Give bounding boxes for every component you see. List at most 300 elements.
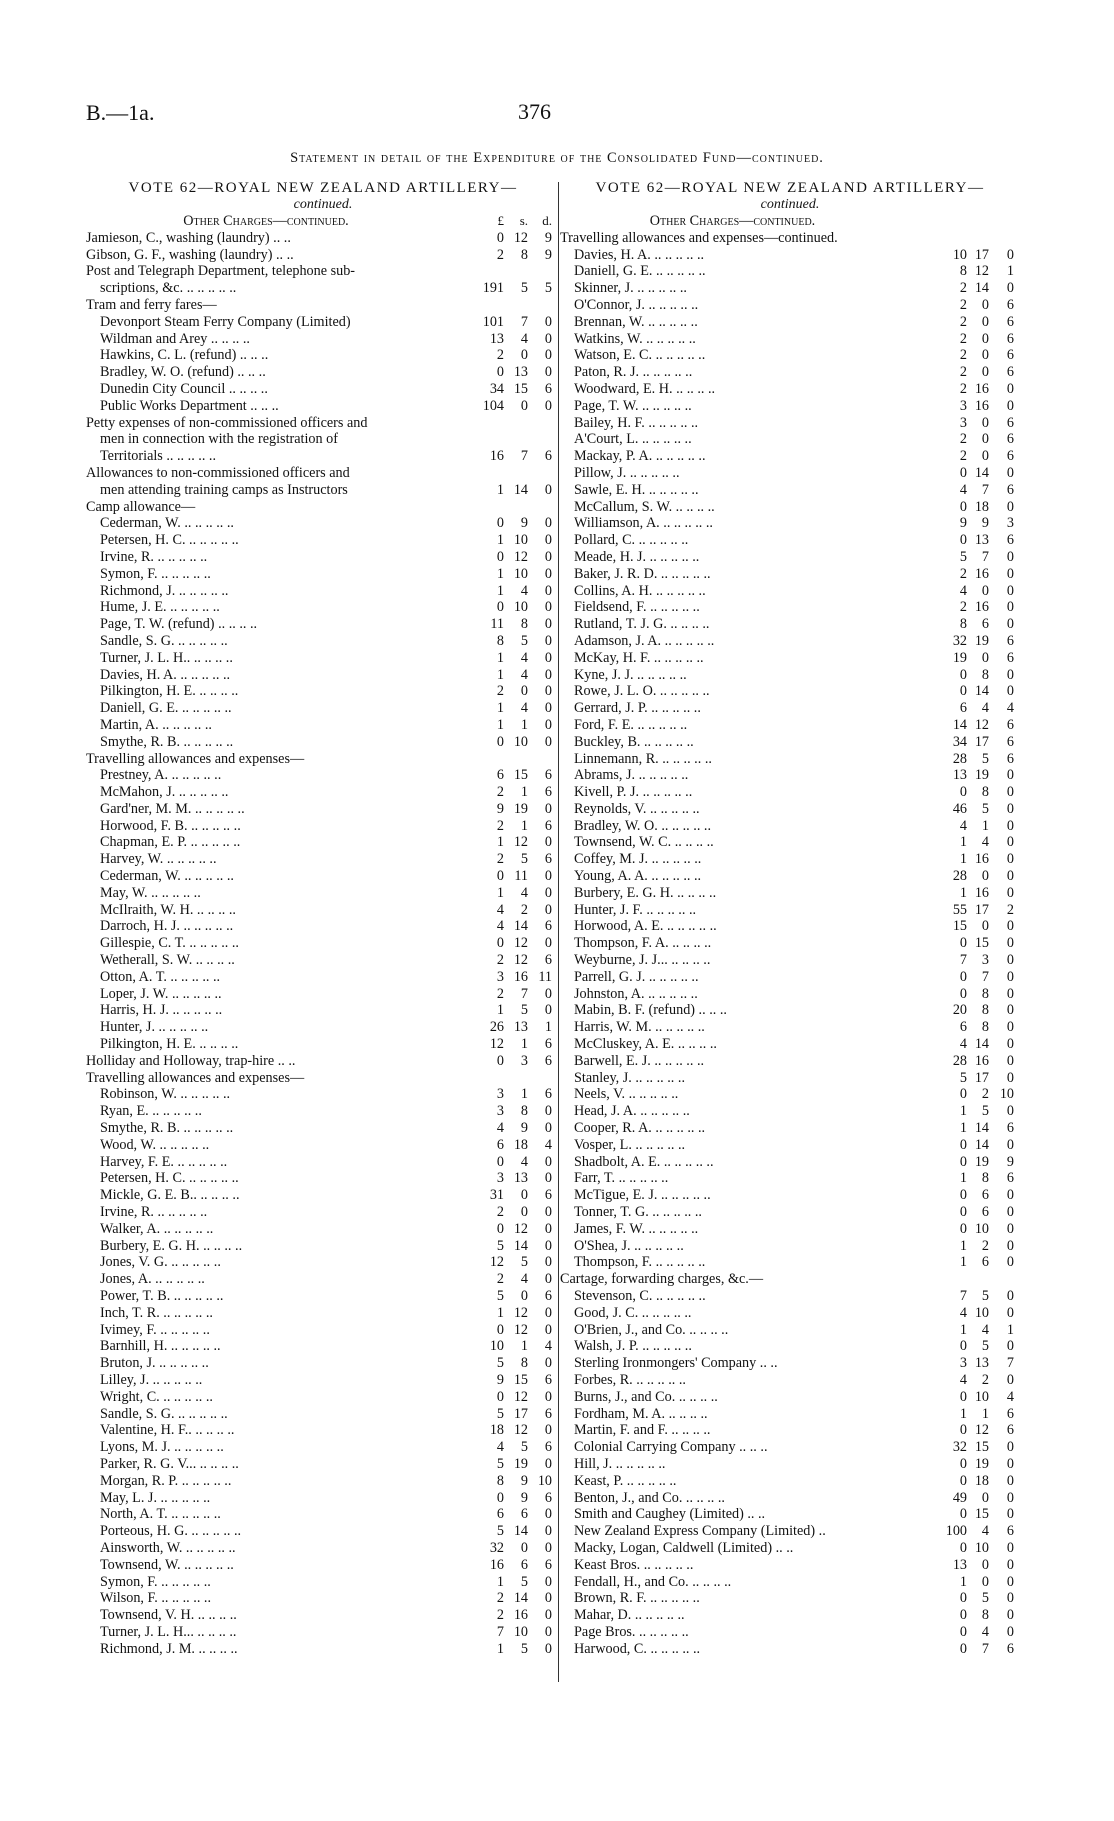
table-row	[560, 1389, 1020, 1406]
shillings-value: 12	[513, 1422, 528, 1439]
entry-label: Devonport Steam Ferry Company (Limited)	[100, 313, 351, 330]
entry-label: Parrell, G. J. .. .. .. .. ..	[574, 968, 699, 985]
entry-label: Petersen, H. C. .. .. .. .. ..	[100, 532, 239, 549]
shillings-value: 1	[520, 1036, 528, 1053]
pounds-value: 0	[959, 1136, 967, 1153]
pence-value: 0	[544, 868, 552, 885]
shillings-value: 1	[520, 1338, 528, 1355]
entry-label: Lyons, M. J. .. .. .. .. ..	[100, 1439, 224, 1456]
table-row	[86, 247, 560, 264]
table-row	[560, 431, 1020, 448]
pence-value: 6	[1006, 1405, 1014, 1422]
pence-value: 0	[1006, 1506, 1014, 1523]
pounds-value: 1	[959, 1120, 967, 1137]
shillings-value: 7	[981, 548, 989, 565]
shillings-value: 0	[520, 1204, 528, 1221]
shillings-value: 10	[513, 565, 528, 582]
entry-label: Shadbolt, A. E. .. .. .. .. ..	[574, 1153, 714, 1170]
pence-value: 0	[1006, 1136, 1014, 1153]
entry-label: Ford, F. E. .. .. .. .. ..	[574, 716, 688, 733]
pounds-value: 2	[496, 1590, 504, 1607]
entry-label: Harvey, F. E. .. .. .. .. ..	[100, 1153, 228, 1170]
table-row	[86, 616, 560, 633]
pounds-value: 11	[490, 616, 504, 633]
pounds-value: 0	[959, 1086, 967, 1103]
pence-value: 0	[544, 1455, 552, 1472]
pence-value: 0	[1006, 1254, 1014, 1271]
pence-value: 0	[1006, 868, 1014, 885]
pence-value: 0	[1006, 1607, 1014, 1624]
pounds-value: 3	[959, 1355, 967, 1372]
entry-label: Smythe, R. B. .. .. .. .. ..	[100, 1120, 234, 1137]
pence-value: 0	[544, 683, 552, 700]
pounds-value: 32	[952, 632, 967, 649]
entry-label: men in connection with the registration of	[100, 431, 338, 448]
pounds-value: 31	[489, 1187, 504, 1204]
table-row	[86, 918, 560, 935]
pounds-value: 101	[482, 313, 504, 330]
pounds-value: 34	[952, 733, 967, 750]
pence-value: 0	[544, 1271, 552, 1288]
pence-value: 0	[1006, 918, 1014, 935]
pence-value: 1	[544, 1019, 552, 1036]
pence-value: 0	[544, 935, 552, 952]
pence-value: 6	[544, 1371, 552, 1388]
table-row	[86, 1254, 560, 1271]
pence-value: 0	[1006, 1590, 1014, 1607]
table-row	[560, 1070, 1020, 1087]
table-row	[560, 734, 1020, 751]
entry-label: McCluskey, A. E. .. .. .. ..	[574, 1036, 717, 1053]
table-row	[86, 583, 560, 600]
pounds-value: 0	[959, 968, 967, 985]
pence-value: 0	[1006, 246, 1014, 263]
pounds-value: 10	[952, 246, 967, 263]
pence-value: 0	[544, 1523, 552, 1540]
table-row	[560, 1406, 1020, 1423]
pounds-value: 0	[959, 784, 967, 801]
entry-label: Farr, T. .. .. .. .. ..	[574, 1170, 669, 1187]
pounds-value: 191	[482, 280, 504, 297]
entry-label: Paton, R. J. .. .. .. .. ..	[574, 364, 693, 381]
pounds-value: 3	[959, 397, 967, 414]
pence-value: 6	[544, 1052, 552, 1069]
pence-value: 0	[544, 733, 552, 750]
entry-label: Hill, J. .. .. .. .. ..	[574, 1455, 666, 1472]
entry-label: Petty expenses of non-commissioned officers and	[86, 414, 368, 431]
entry-label: Travelling allowances and expenses—continued.	[560, 229, 838, 246]
entry-label: Irvine, R. .. .. .. .. ..	[100, 548, 208, 565]
shillings-value: 6	[520, 1506, 528, 1523]
pence-value: 0	[544, 1120, 552, 1137]
entry-label: Jamieson, C., washing (laundry) .. ..	[86, 229, 291, 246]
pounds-value: 1	[959, 834, 967, 851]
entry-label: Forbes, R. .. .. .. .. ..	[574, 1371, 686, 1388]
entry-label: Neels, V. .. .. .. .. ..	[574, 1086, 679, 1103]
table-row	[86, 801, 560, 818]
entry-label: Irvine, R. .. .. .. .. ..	[100, 1204, 208, 1221]
entry-label: Gillespie, C. T. .. .. .. .. ..	[100, 935, 239, 952]
entry-label: Bradley, W. O. .. .. .. .. ..	[574, 817, 712, 834]
entry-label: Sandle, S. G. .. .. .. .. ..	[100, 1405, 228, 1422]
pounds-value: 1	[959, 1170, 967, 1187]
pounds-value: 7	[959, 1288, 967, 1304]
subhead: Other Charges—continued.	[649, 213, 816, 229]
pounds-value: 9	[959, 515, 967, 532]
shillings-value: 7	[981, 968, 989, 985]
pounds-value: 1	[959, 1405, 967, 1422]
entry-label: McTigue, E. J. .. .. .. .. ..	[574, 1187, 711, 1204]
pounds-value: 2	[496, 952, 504, 969]
shillings-value: 14	[974, 1136, 989, 1153]
table-row	[86, 767, 560, 784]
pence-value: 6	[1006, 481, 1014, 498]
entry-label: O'Shea, J. .. .. .. .. ..	[574, 1237, 684, 1254]
entry-label: Rowe, J. L. O. .. .. .. .. ..	[574, 683, 710, 700]
shillings-value: 14	[974, 683, 989, 700]
shillings-value: 16	[974, 565, 989, 582]
pence-value: 0	[544, 1573, 552, 1590]
entry-label: A'Court, L. .. .. .. .. ..	[574, 431, 692, 448]
entry-label: Chapman, E. P. .. .. .. .. ..	[100, 834, 241, 851]
pounds-value: 1	[496, 666, 504, 683]
entry-label: Mackay, P. A. .. .. .. .. ..	[574, 448, 706, 465]
shillings-value: 8	[520, 1355, 528, 1372]
shillings-value: 17	[974, 733, 989, 750]
table-row	[86, 1019, 560, 1036]
entry-label: Barnhill, H. .. .. .. .. ..	[100, 1338, 221, 1355]
pence-value: 0	[1006, 884, 1014, 901]
pence-value: 6	[544, 1556, 552, 1573]
table-row	[86, 1355, 560, 1372]
shillings-value: 8	[520, 246, 528, 263]
table-row	[86, 532, 560, 549]
pounds-value: 0	[959, 498, 967, 515]
right-column	[560, 180, 1020, 1658]
pounds-value: 0	[496, 364, 504, 381]
pounds-value: 0	[959, 1607, 967, 1624]
pence-value: 0	[1006, 1371, 1014, 1388]
shillings-value: 16	[513, 968, 528, 985]
pence-value: 10	[999, 1086, 1014, 1103]
pounds-value: 7	[496, 1623, 504, 1640]
table-row	[86, 885, 560, 902]
pounds-value: 6	[959, 700, 967, 717]
shillings-value: 3	[520, 1052, 528, 1069]
table-row	[86, 1288, 560, 1305]
pence-value: 0	[544, 666, 552, 683]
pounds-value: 1	[959, 1237, 967, 1254]
table-row	[560, 583, 1020, 600]
entry-label: Cederman, W. .. .. .. .. ..	[100, 868, 234, 885]
entry-label: Vosper, L. .. .. .. .. ..	[574, 1136, 686, 1153]
shillings-value: 10	[513, 733, 528, 750]
pounds-value: 0	[959, 1220, 967, 1237]
table-row	[560, 851, 1020, 868]
table-row	[86, 381, 560, 398]
entry-label: Colonial Carrying Company .. .. ..	[574, 1439, 768, 1456]
entry-label: Ryan, E. .. .. .. .. ..	[100, 1103, 202, 1120]
pounds-value: 6	[496, 767, 504, 784]
entry-label: Otton, A. T. .. .. .. .. ..	[100, 968, 221, 985]
entry-label: Weyburne, J. J... .. .. .. ..	[574, 952, 711, 969]
pounds-value: 0	[959, 1590, 967, 1607]
table-row	[560, 381, 1020, 398]
table-row	[560, 767, 1020, 784]
shillings-value: 1	[520, 716, 528, 733]
pounds-value: 0	[959, 532, 967, 549]
table-row	[86, 717, 560, 734]
pence-value: 0	[544, 548, 552, 565]
entry-label: Davies, H. A. .. .. .. .. ..	[574, 246, 705, 263]
pounds-value: 0	[496, 515, 504, 532]
shillings-value: 12	[513, 548, 528, 565]
pounds-value: 2	[496, 1607, 504, 1624]
pence-value: 0	[544, 515, 552, 532]
entry-label: Daniell, G. E. .. .. .. .. ..	[100, 700, 232, 717]
shillings-value: 14	[974, 464, 989, 481]
entry-label: Baker, J. R. D. .. .. .. .. ..	[574, 565, 711, 582]
entry-label: Harwood, C. .. .. .. .. ..	[574, 1640, 701, 1657]
entry-label: Watkins, W. .. .. .. .. ..	[574, 330, 696, 347]
pence-value: 6	[1006, 1523, 1014, 1540]
shillings-value: 19	[974, 632, 989, 649]
entry-label: Holliday and Holloway, trap-hire .. ..	[86, 1052, 296, 1069]
shillings-value: 0	[981, 1556, 989, 1573]
pounds-value: 26	[489, 1019, 504, 1036]
entry-label: Johnston, A. .. .. .. .. ..	[574, 985, 698, 1002]
pounds-value: 0	[496, 1489, 504, 1506]
vote-heading: VOTE 62—ROYAL NEW ZEALAND ARTILLERY—	[128, 180, 518, 196]
shillings-value: 4	[981, 1523, 989, 1540]
entry-label: Prestney, A. .. .. .. .. ..	[100, 767, 222, 784]
shillings-value: 8	[981, 1607, 989, 1624]
entry-label: Daniell, G. E. .. .. .. .. ..	[574, 263, 706, 280]
pounds-value: 8	[496, 1472, 504, 1489]
entry-label: Pilkington, H. E. .. .. .. ..	[100, 1036, 239, 1053]
pounds-value: 2	[959, 448, 967, 465]
pence-value: 0	[1006, 968, 1014, 985]
pounds-value: 1	[496, 716, 504, 733]
document-reference: B.—1a.	[86, 100, 155, 125]
pounds-value: 2	[959, 364, 967, 381]
shillings-value: 18	[974, 1472, 989, 1489]
table-row	[560, 1355, 1020, 1372]
pounds-value: 10	[489, 1338, 504, 1355]
entry-label: Mabin, B. F. (refund) .. .. ..	[574, 1002, 727, 1019]
pence-value: 0	[1006, 1103, 1014, 1120]
entry-label: Cooper, R. A. .. .. .. .. ..	[574, 1120, 706, 1137]
shillings-value: 12	[974, 1422, 989, 1439]
shillings-value: 4	[981, 834, 989, 851]
pence-value: 6	[1006, 330, 1014, 347]
shillings-value: 16	[974, 1052, 989, 1069]
shillings-value: 17	[974, 1069, 989, 1086]
subhead: Other Charges—continued.	[183, 213, 349, 229]
table-row	[86, 280, 560, 297]
pounds-value: 2	[496, 985, 504, 1002]
pence-value: 0	[544, 582, 552, 599]
pounds-value: 2	[959, 347, 967, 364]
pounds-value: 16	[489, 448, 504, 465]
shillings-value: 12	[513, 834, 528, 851]
pence-value: 0	[544, 700, 552, 717]
table-row	[560, 1154, 1020, 1171]
shillings-value: 0	[981, 448, 989, 465]
table-row	[560, 1506, 1020, 1523]
pence-value: 0	[1006, 397, 1014, 414]
shillings-value: 4	[520, 700, 528, 717]
pounds-value: 1	[959, 1573, 967, 1590]
pence-value: 0	[1006, 1439, 1014, 1456]
pence-value: 6	[1006, 1422, 1014, 1439]
entry-label: Turner, J. L. H... .. .. .. ..	[100, 1623, 237, 1640]
shillings-value: 5	[981, 1288, 989, 1304]
table-row	[86, 667, 560, 684]
table-row	[560, 616, 1020, 633]
entry-label: May, W. .. .. .. .. ..	[100, 884, 201, 901]
shillings-value: 2	[520, 901, 528, 918]
entry-label: Gerrard, J. P. .. .. .. .. ..	[574, 700, 701, 717]
pence-value: 0	[544, 565, 552, 582]
entry-label: Martin, A. .. .. .. .. ..	[100, 716, 212, 733]
pounds-value: 0	[959, 1623, 967, 1640]
pence-value: 0	[1006, 1187, 1014, 1204]
shillings-value: 14	[974, 280, 989, 297]
table-row	[86, 1372, 560, 1389]
pence-value: 1	[1006, 1321, 1014, 1338]
pence-value: 6	[544, 851, 552, 868]
table-row	[560, 868, 1020, 885]
entry-label: Pillow, J. .. .. .. .. ..	[574, 464, 680, 481]
pence-value: 2	[1006, 901, 1014, 918]
shillings-value: 5	[520, 1254, 528, 1271]
shillings-value: 12	[513, 1304, 528, 1321]
table-row	[560, 1322, 1020, 1339]
pence-value: 6	[1006, 347, 1014, 364]
table-row	[560, 482, 1020, 499]
shillings-value: 0	[981, 918, 989, 935]
table-row	[560, 969, 1020, 986]
subhead-row	[560, 213, 1020, 230]
table-row	[560, 935, 1020, 952]
pence-value: 6	[1006, 448, 1014, 465]
pounds-value: 4	[496, 901, 504, 918]
entry-label: McIlraith, W. H. .. .. .. ..	[100, 901, 236, 918]
pounds-value: 9	[496, 800, 504, 817]
pounds-value: 0	[959, 1204, 967, 1221]
pounds-value: 4	[959, 1304, 967, 1321]
table-row	[86, 1590, 560, 1607]
entry-label: Lilley, J. .. .. .. .. ..	[100, 1371, 203, 1388]
pence-value: 0	[1006, 952, 1014, 969]
pence-value: 6	[1006, 649, 1014, 666]
entry-label: Barwell, E. J. .. .. .. .. ..	[574, 1052, 705, 1069]
entry-label: Gibson, G. F., washing (laundry) .. ..	[86, 246, 294, 263]
entry-label: Cederman, W. .. .. .. .. ..	[100, 515, 234, 532]
pounds-value: 8	[959, 616, 967, 633]
pounds-value: 0	[496, 1388, 504, 1405]
entry-label: Young, A. A. .. .. .. .. ..	[574, 868, 702, 885]
entry-label: O'Brien, J., and Co. .. .. .. ..	[574, 1321, 729, 1338]
entry-label: Sawle, E. H. .. .. .. .. ..	[574, 481, 699, 498]
pounds-value: 4	[959, 481, 967, 498]
page-number: 376	[518, 99, 551, 124]
table-row	[86, 1170, 560, 1187]
pounds-value: 1	[959, 1254, 967, 1271]
entry-label: Bruton, J. .. .. .. .. ..	[100, 1355, 209, 1372]
pence-value: 6	[1006, 296, 1014, 313]
entry-label: Thompson, F. .. .. .. .. ..	[574, 1254, 706, 1271]
table-row	[86, 1305, 560, 1322]
entry-label: Cartage, forwarding charges, &c.—	[560, 1271, 764, 1288]
pence-value: 0	[1006, 1304, 1014, 1321]
entry-label: Martin, F. and F. .. .. .. ..	[574, 1422, 711, 1439]
entry-label: Travelling allowances and expenses—	[86, 750, 305, 767]
table-row	[560, 297, 1020, 314]
shillings-value: 1	[520, 1086, 528, 1103]
pence-value: 11	[538, 968, 552, 985]
entry-label: Townsend, V. H. .. .. .. ..	[100, 1607, 237, 1624]
pence-value: 0	[1006, 683, 1014, 700]
shillings-value: 5	[981, 1338, 989, 1355]
pounds-value: 0	[959, 1455, 967, 1472]
entry-label: Head, J. A. .. .. .. .. ..	[574, 1103, 690, 1120]
shillings-value: 15	[513, 1371, 528, 1388]
table-row	[560, 717, 1020, 734]
pence-value: 0	[1006, 784, 1014, 801]
entry-label: Coffey, M. J. .. .. .. .. ..	[574, 851, 702, 868]
pounds-value: 12	[489, 1254, 504, 1271]
table-row	[86, 784, 560, 801]
shillings-value: 5	[981, 800, 989, 817]
pence-value: 6	[544, 448, 552, 465]
entry-label: Linnemann, R. .. .. .. .. ..	[574, 750, 712, 767]
table-row	[86, 952, 560, 969]
entry-label: Parker, R. G. V... .. .. .. ..	[100, 1455, 239, 1472]
entry-label: Porteous, H. G. .. .. .. .. ..	[100, 1523, 242, 1540]
entry-label: Adamson, J. A. .. .. .. .. ..	[574, 632, 715, 649]
pence-value: 0	[1006, 1288, 1014, 1304]
pence-value: 0	[544, 1204, 552, 1221]
shillings-value: 0	[981, 414, 989, 431]
table-row	[86, 230, 560, 247]
shillings-value: 19	[974, 767, 989, 784]
pence-value: 6	[1006, 431, 1014, 448]
entry-label: Wright, C. .. .. .. .. ..	[100, 1388, 213, 1405]
table-row	[86, 868, 560, 885]
pence-value: 0	[544, 1002, 552, 1019]
table-row	[86, 1338, 560, 1355]
shillings-value: 1	[981, 817, 989, 834]
pounds-value: 7	[959, 952, 967, 969]
table-row	[560, 1338, 1020, 1355]
pounds-value: 8	[959, 263, 967, 280]
shillings-value: 10	[974, 1220, 989, 1237]
shillings-value: 4	[981, 700, 989, 717]
pence-value: 0	[1006, 1338, 1014, 1355]
table-row	[560, 1036, 1020, 1053]
pence-value: 0	[1006, 935, 1014, 952]
table-row	[560, 499, 1020, 516]
shillings-value: 5	[981, 750, 989, 767]
pounds-value: 0	[959, 1187, 967, 1204]
table-row	[86, 1607, 560, 1624]
pence-value: 6	[544, 767, 552, 784]
entry-label: Townsend, W. .. .. .. .. ..	[100, 1556, 234, 1573]
shillings-value: 1	[520, 784, 528, 801]
pounds-value: 2	[496, 683, 504, 700]
